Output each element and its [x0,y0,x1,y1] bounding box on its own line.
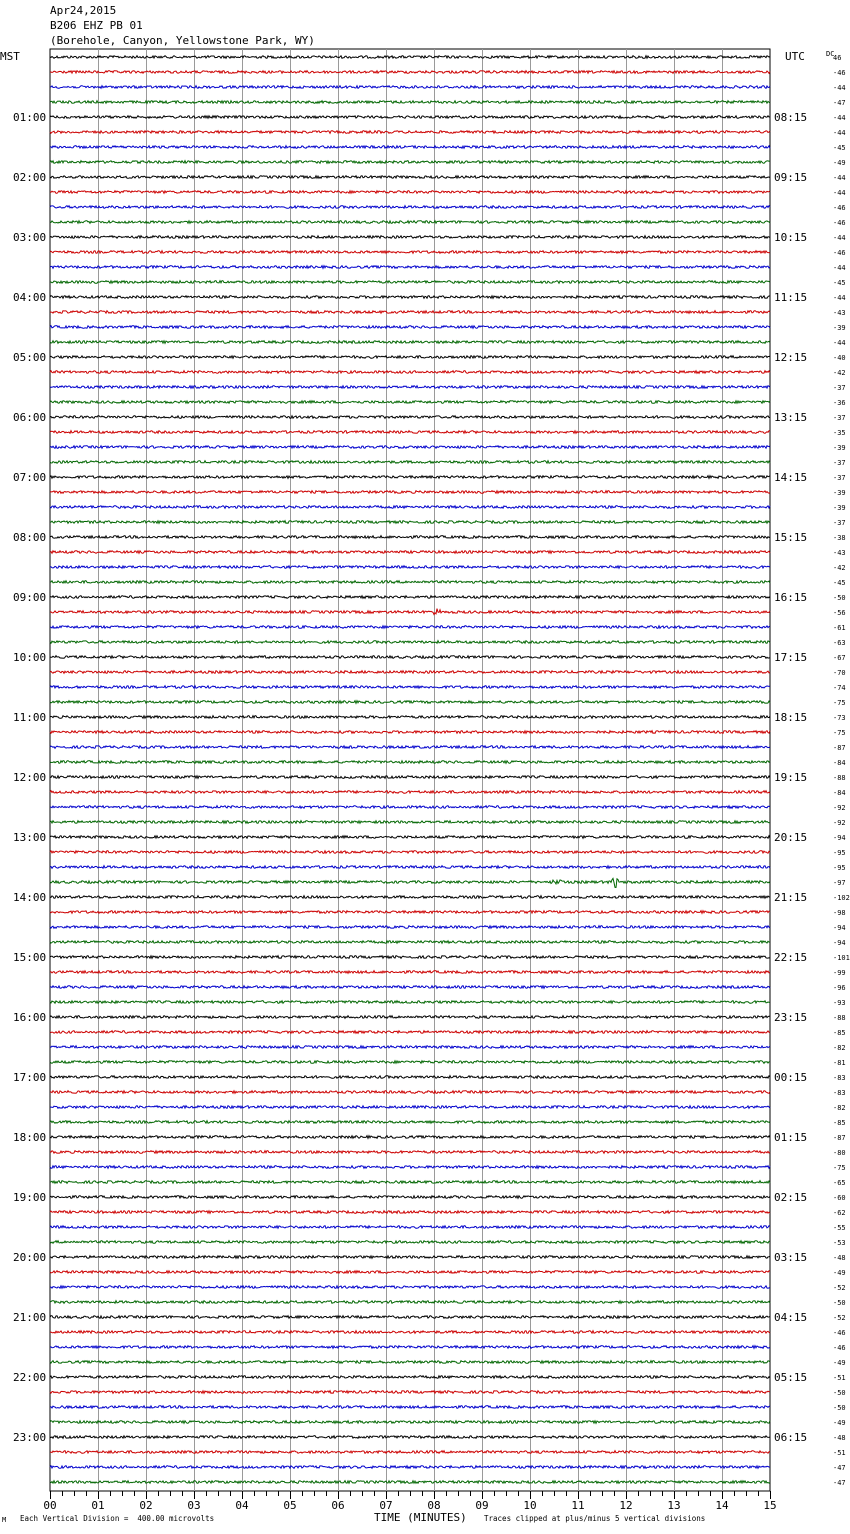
dc-offset-label: -75 [833,729,846,737]
dc-offset-label: -51 [833,1449,846,1457]
trace-row-62 [50,971,770,974]
trace-row-78 [50,1211,770,1214]
dc-offset-label: -82 [833,1104,846,1112]
dc-offset-label: -94 [833,939,846,947]
scale-note: Each Vertical Division = 400.00 microvolts [20,1514,215,1523]
utc-hour-label: 21:15 [774,891,808,904]
dc-offset-label: -95 [833,864,846,872]
dc-offset-label: -97 [833,879,846,887]
trace-row-91 [50,1406,770,1409]
trace-row-12 [50,221,770,224]
x-tick-label: 14 [715,1499,729,1512]
mst-hour-label: 05:00 [13,351,47,364]
dc-offset-label: -50 [833,1389,846,1397]
trace-row-28 [50,461,770,464]
dc-offset-label: -46 [833,249,846,257]
trace-row-58 [50,911,770,914]
mst-hour-label: 15:00 [13,951,47,964]
trace-row-17 [50,296,770,299]
utc-hour-label: 01:15 [774,1131,808,1144]
dc-offset-label: -94 [833,834,846,842]
dc-offset-label: -47 [833,1464,846,1472]
dc-offset-label: -92 [833,804,846,812]
dc-offset-label: -47 [833,99,846,107]
dc-offset-label: -43 [833,549,846,557]
dc-offset-label: -95 [833,849,846,857]
dc-offset-label: -49 [833,1419,846,1427]
utc-label: UTC [785,50,805,63]
trace-row-27 [50,446,770,449]
trace-row-67 [50,1046,770,1049]
trace-row-39 [50,626,770,629]
dc-offset-label: -65 [833,1179,846,1187]
mst-hour-label: 13:00 [13,831,47,844]
mst-hour-label: 21:00 [13,1311,47,1324]
utc-hour-label: 15:15 [774,531,808,544]
trace-row-59 [50,926,770,929]
trace-row-34 [50,551,770,554]
trace-row-73 [50,1136,770,1139]
header-date: Apr24,2015 [50,4,117,17]
x-tick-label: 11 [571,1499,585,1512]
trace-row-71 [50,1106,770,1109]
dc-offset-label: -37 [833,459,846,467]
trace-row-1 [50,56,770,59]
trace-row-13 [50,236,770,239]
dc-offset-label: -37 [833,384,846,392]
trace-row-93 [50,1436,770,1439]
trace-row-16 [50,281,770,284]
trace-row-5 [50,116,770,119]
utc-hour-label: 16:15 [774,591,808,604]
dc-offset-label: -74 [833,684,846,692]
dc-offset-label: -44 [833,129,846,137]
trace-row-90 [50,1391,770,1394]
dc-offset-label: -45 [833,144,846,152]
dc-offset-label: -39 [833,504,846,512]
dc-offset-label: -49 [833,1269,846,1277]
dc-offset-label: -88 [833,1014,846,1022]
dc-offset-label: -85 [833,1119,846,1127]
utc-hour-label: 03:15 [774,1251,808,1264]
trace-row-37 [50,596,770,599]
dc-offset-label: -67 [833,654,846,662]
mst-hour-label: 14:00 [13,891,47,904]
dc-offset-label: -87 [833,744,846,752]
dc-offset-label: -45 [833,279,846,287]
dc-offset-label: -39 [833,444,846,452]
trace-row-11 [50,206,770,209]
x-tick-label: 02 [139,1499,153,1512]
trace-row-52 [50,821,770,824]
dc-offset-label: -46 [833,1329,846,1337]
trace-row-80 [50,1241,770,1244]
trace-row-21 [50,356,770,359]
dc-offset-label: -55 [833,1224,846,1232]
trace-row-43 [50,686,770,689]
trace-row-88 [50,1361,770,1364]
dc-offset-label: -46 [833,69,846,77]
trace-row-44 [50,701,770,704]
x-tick-label: 12 [619,1499,633,1512]
trace-row-23 [50,386,770,389]
trace-row-7 [50,146,770,149]
plot-frame [50,49,770,1491]
mst-hour-label: 12:00 [13,771,47,784]
trace-row-54 [50,851,770,854]
dc-offset-label: -93 [833,999,846,1007]
trace-row-20 [50,341,770,344]
header-station: B206 EHZ PB 01 [50,19,143,32]
dc-offset-label: -44 [833,174,846,182]
mst-hour-label: 18:00 [13,1131,47,1144]
utc-hour-label: 23:15 [774,1011,808,1024]
trace-row-26 [50,431,770,434]
x-tick-label: 06 [331,1499,345,1512]
dc-offset-label: -75 [833,699,846,707]
trace-row-77 [50,1196,770,1199]
utc-hour-label: 19:15 [774,771,808,784]
trace-row-9 [50,176,770,179]
dc-offset-label: -96 [833,984,846,992]
dc-offset-label: -44 [833,84,846,92]
dc-offset-label: -39 [833,324,846,332]
mst-hour-label: 07:00 [13,471,47,484]
dc-offset-label: -51 [833,1374,846,1382]
x-tick-label: 08 [427,1499,441,1512]
trace-row-48 [50,761,770,764]
trace-row-92 [50,1421,770,1424]
trace-row-45 [50,716,770,719]
mst-hour-label: 06:00 [13,411,47,424]
dc-offset-label: -43 [833,309,846,317]
trace-row-32 [50,521,770,524]
dc-offset-label: -35 [833,429,846,437]
trace-row-66 [50,1031,770,1034]
x-tick-label: 01 [91,1499,105,1512]
dc-offset-label: -60 [833,1194,846,1202]
mst-hour-label: 23:00 [13,1431,47,1444]
utc-hour-label: 06:15 [774,1431,808,1444]
trace-row-46 [50,731,770,734]
dc-offset-label: -53 [833,1239,846,1247]
utc-hour-label: 04:15 [774,1311,808,1324]
utc-hour-label: 08:15 [774,111,808,124]
dc-offset-label: -47 [833,1479,846,1487]
trace-row-29 [50,476,770,479]
dc-offset-label: -39 [833,489,846,497]
dc-offset-label: -46 [833,204,846,212]
trace-row-10 [50,191,770,194]
trace-row-70 [50,1091,770,1094]
utc-hour-label: 10:15 [774,231,808,244]
trace-row-74 [50,1151,770,1154]
dc-offset-label: -52 [833,1284,846,1292]
dc-offset-label: -88 [833,774,846,782]
dc-offset-label: -42 [833,564,846,572]
trace-row-42 [50,671,770,674]
dc-offset-label: -37 [833,414,846,422]
trace-row-63 [50,986,770,989]
dc-offset-label: -63 [833,639,846,647]
trace-row-8 [50,161,770,164]
dc-offset-label: -62 [833,1209,846,1217]
dc-offset-label: -44 [833,294,846,302]
dc-offset-label: -83 [833,1074,846,1082]
trace-row-31 [50,506,770,509]
trace-row-2 [50,71,770,74]
dc-offset-label: -52 [833,1314,846,1322]
utc-hour-label: 17:15 [774,651,808,664]
mst-hour-label: 11:00 [13,711,47,724]
dc-offset-label: -50 [833,594,846,602]
dc-offset-label: -84 [833,759,846,767]
utc-hour-label: 11:15 [774,291,808,304]
dc-offset-label: -44 [833,234,846,242]
clip-note: Traces clipped at plus/minus 5 vertical divisions [484,1514,706,1523]
trace-row-86 [50,1331,770,1334]
dc-offset-label: -98 [833,909,846,917]
trace-row-19 [50,326,770,329]
trace-row-53 [50,836,770,839]
dc-offset-label: -56 [833,609,846,617]
trace-row-96 [50,1481,770,1484]
dc-offset-label: -49 [833,1359,846,1367]
trace-row-84 [50,1301,770,1304]
trace-row-82 [50,1271,770,1274]
dc-offset-label: -37 [833,474,846,482]
mst-hour-label: 20:00 [13,1251,47,1264]
trace-row-47 [50,746,770,749]
dc-offset-label: -37 [833,519,846,527]
trace-row-87 [50,1346,770,1349]
dc-offset-label: -38 [833,534,846,542]
dc-offset-label: -44 [833,189,846,197]
trace-row-38 [50,609,770,615]
dc-offset-label: -49 [833,159,846,167]
trace-row-89 [50,1376,770,1379]
dc-offset-label: -81 [833,1059,846,1067]
utc-hour-label: 22:15 [774,951,808,964]
x-tick-label: 00 [43,1499,57,1512]
x-tick-label: 03 [187,1499,201,1512]
dc-offset-label: -61 [833,624,846,632]
trace-row-75 [50,1166,770,1169]
dc-offset-label: -82 [833,1044,846,1052]
dc-offset-label: -36 [833,399,846,407]
utc-hour-label: 05:15 [774,1371,808,1384]
mst-hour-label: 16:00 [13,1011,47,1024]
x-tick-label: 05 [283,1499,297,1512]
x-tick-label: 15 [763,1499,777,1512]
mst-hour-label: 04:00 [13,291,47,304]
trace-row-68 [50,1061,770,1064]
utc-hour-label: 00:15 [774,1071,808,1084]
mst-hour-label: 19:00 [13,1191,47,1204]
dc-offset-label: -44 [833,339,846,347]
trace-row-83 [50,1286,770,1289]
dc-offset-label: -42 [833,369,846,377]
x-tick-label: 04 [235,1499,249,1512]
dc-offset-label: -48 [833,1254,846,1262]
trace-row-49 [50,776,770,779]
dc-offset-label: 46 [833,54,842,62]
dc-offset-label: -85 [833,1029,846,1037]
mst-hour-label: 02:00 [13,171,47,184]
mst-hour-label: 09:00 [13,591,47,604]
utc-hour-label: 12:15 [774,351,808,364]
trace-row-56 [50,878,770,887]
trace-row-61 [50,956,770,959]
utc-hour-label: 13:15 [774,411,808,424]
dc-offset-label: -83 [833,1089,846,1097]
trace-row-64 [50,1001,770,1004]
footer-mark: M [2,1516,7,1524]
trace-row-81 [50,1256,770,1259]
trace-row-18 [50,311,770,314]
dc-offset-label: -101 [833,954,850,962]
x-tick-label: 13 [667,1499,681,1512]
trace-row-50 [50,791,770,794]
trace-row-72 [50,1121,770,1124]
trace-row-94 [50,1451,770,1454]
trace-row-79 [50,1226,770,1229]
dc-offset-label: -44 [833,264,846,272]
mst-hour-label: 22:00 [13,1371,47,1384]
trace-row-15 [50,266,770,269]
mst-hour-label: 01:00 [13,111,47,124]
trace-row-24 [50,401,770,404]
dc-offset-label: -46 [833,219,846,227]
dc-offset-label: -48 [833,1434,846,1442]
trace-row-57 [50,896,770,899]
trace-row-14 [50,251,770,254]
x-tick-label: 10 [523,1499,537,1512]
dc-offset-label: -50 [833,1404,846,1412]
dc-offset-label: -99 [833,969,846,977]
trace-row-36 [50,581,770,584]
mst-hour-label: 17:00 [13,1071,47,1084]
utc-hour-label: 18:15 [774,711,808,724]
x-tick-label: 07 [379,1499,393,1512]
mst-label: MST [0,50,20,63]
dc-offset-label: -73 [833,714,846,722]
trace-row-76 [50,1181,770,1184]
trace-row-60 [50,941,770,944]
dc-offset-label: -50 [833,1299,846,1307]
trace-row-25 [50,416,770,419]
trace-row-69 [50,1076,770,1079]
dc-offset-label: -94 [833,924,846,932]
trace-row-95 [50,1466,770,1469]
trace-row-40 [50,641,770,644]
utc-hour-label: 20:15 [774,831,808,844]
trace-row-22 [50,371,770,374]
trace-row-55 [50,866,770,869]
dc-offset-label: -80 [833,1149,846,1157]
dc-offset-label: -46 [833,1344,846,1352]
trace-row-85 [50,1316,770,1319]
dc-offset-label: -84 [833,789,846,797]
utc-hour-label: 02:15 [774,1191,808,1204]
utc-hour-label: 09:15 [774,171,808,184]
trace-row-6 [50,131,770,134]
header-location: (Borehole, Canyon, Yellowstone Park, WY) [50,34,315,47]
dc-offset-label: -75 [833,1164,846,1172]
dc-label: DC [826,50,835,58]
x-axis-title: TIME (MINUTES) [374,1511,467,1524]
x-tick-label: 09 [475,1499,489,1512]
trace-row-41 [50,656,770,659]
dc-offset-label: -92 [833,819,846,827]
trace-row-3 [50,86,770,89]
trace-row-51 [50,806,770,809]
utc-hour-label: 14:15 [774,471,808,484]
trace-row-35 [50,566,770,569]
trace-row-4 [50,101,770,104]
trace-row-30 [50,491,770,494]
dc-offset-label: -44 [833,114,846,122]
dc-offset-label: -102 [833,894,850,902]
mst-hour-label: 03:00 [13,231,47,244]
dc-offset-label: -70 [833,669,846,677]
trace-row-65 [50,1016,770,1019]
mst-hour-label: 10:00 [13,651,47,664]
mst-hour-label: 08:00 [13,531,47,544]
dc-offset-label: -45 [833,579,846,587]
trace-row-33 [50,536,770,539]
dc-offset-label: -87 [833,1134,846,1142]
dc-offset-label: -40 [833,354,846,362]
